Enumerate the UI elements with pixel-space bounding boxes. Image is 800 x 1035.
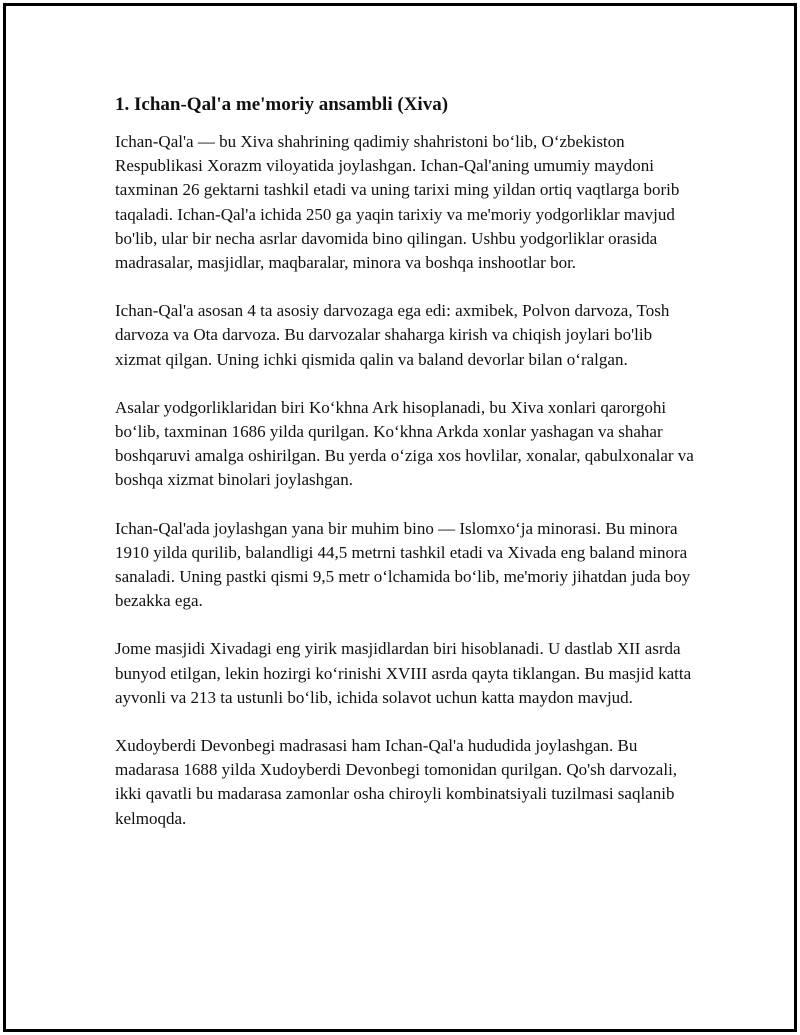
paragraph-intro: Ichan-Qal'a — bu Xiva shahrining qadimiy shahristoni bo‘lib, O‘zbekiston Respublikasi Xorazm viloyatida joylashgan. Ichan-Qal'aning umumiy maydoni taxminan 26 gektarni tashkil etadi va uning tarixi ming yildan ortiq vaqtlarga borib taqaladi. Ichan-Qal'a ichida 250 ga yaqin tarixiy va me'moriy yodgorliklar mavjud bo'lib, ular bir necha asrlar davomida bino qilingan. Ushbu yodgorliklar orasida madrasalar, masjidlar, maqbaralar, minora va boshqa inshootlar bor. [115, 132, 680, 273]
paragraph-xudoyberdi-madrasa: Xudoyberdi Devonbegi madrasasi ham Ichan-Qal'a hududida joylashgan. Bu madarasa 1688 yilda Xudoyberdi Devonbegi tomonidan qurilgan. Qo'sh darvozali, ikki qavatli bu madarasa zamonlar osha chiroyli kombinatsiyali tuzilmasi saqlanib kelmoqda. [115, 736, 678, 828]
paragraph-kohna-ark: Asalar yodgorliklaridan biri Ko‘khna Ark hisoplanadi, bu Xiva xonlari qarorgohi bo‘lib, taxminan 1686 yilda qurilgan. Ko‘khna Arkda xonlar yashagan va shahar boshqaruvi amalga oshirilgan. Bu yerda o‘ziga xos hovlilar, xonalar, qabulxonalar va boshqa xizmat binolari joylashgan. [115, 397, 694, 490]
document-body [115, 92, 695, 855]
document-title: 1. Ichan-Qal'a me'moriy ansambli (Xiva) [115, 94, 449, 115]
paragraph-jome-mosque: Jome masjidi Xivadagi eng yirik masjidlardan biri hisoblanadi. U dastlab XII asrda bunyod etilgan, lekin hozirgi ko‘rinishi XVIII asrda qayta tiklangan. Bu masjid katta ayvonli va 213 ta ustunli bo‘lib, ichida solavot uchun katta maydon mavjud. [115, 639, 692, 707]
paragraph-gates: Ichan-Qal'a asosan 4 ta asosiy darvozaga ega edi: axmibek, Polvon darvoza, Tosh darvoza va Ota darvoza. Bu darvozalar shaharga kirish va chiqish joylari bo'lib xizmat qilgan. Uning ichki qismida qalin va baland devorlar bilan o‘ralgan. [115, 301, 670, 369]
paragraph-islomxoja-minaret: Ichan-Qal'ada joylashgan yana bir muhim bino — Islomxo‘ja minorasi. Bu minora 1910 yilda qurilib, balandligi 44,5 metrni tashkil etadi va Xivada eng baland minora sanaladi. Uning pastki qismi 9,5 metr o‘lchamida bo‘lib, me'moriy jihatdan juda boy bezakka ega. [115, 518, 691, 611]
